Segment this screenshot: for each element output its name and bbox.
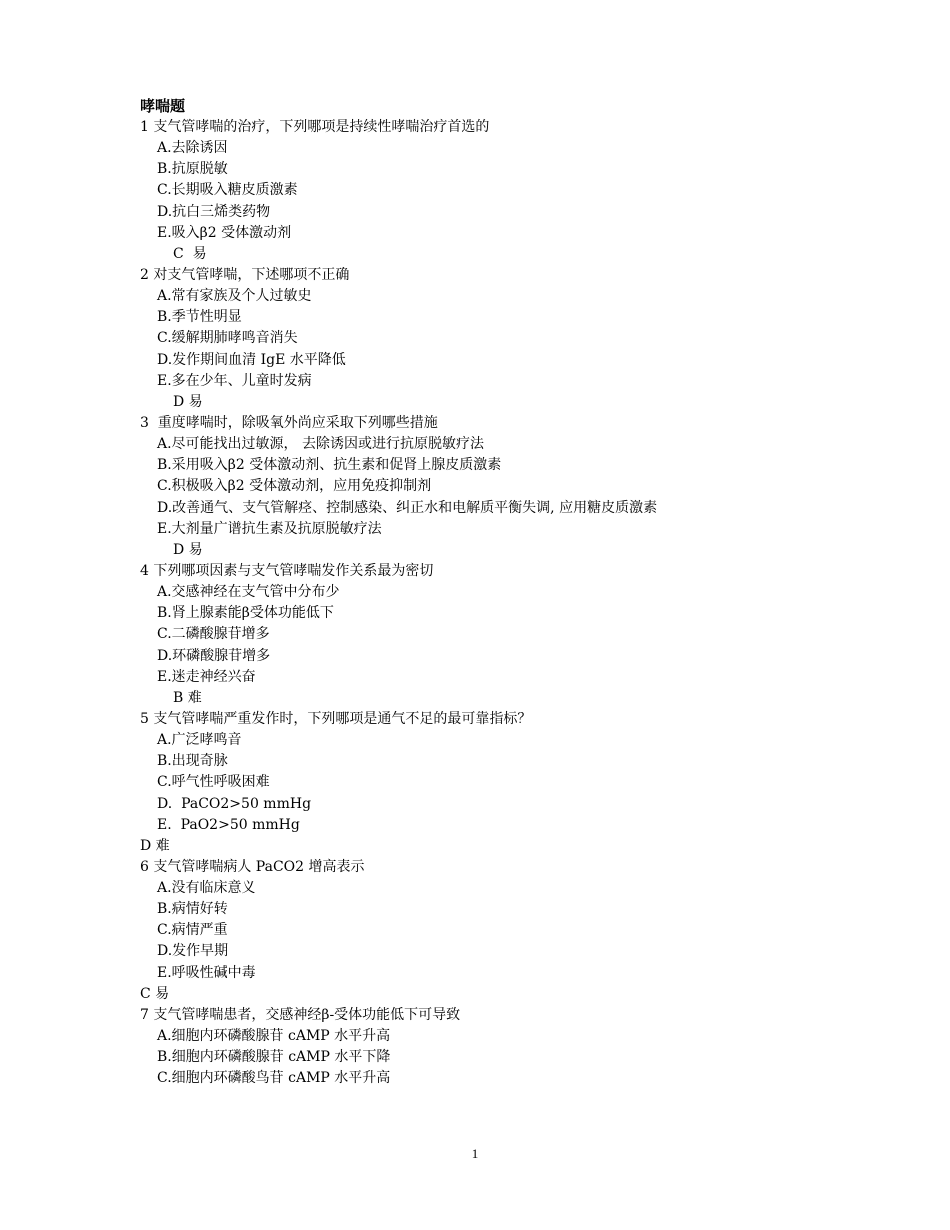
question-text: 3 重度哮喘时，除吸氧外尚应采取下列哪些措施: [140, 414, 438, 431]
answer-key: D 难: [140, 837, 170, 854]
document-title: 哮喘题: [140, 97, 186, 115]
answer-option: D.发作期间血清 IgE 水平降低: [157, 351, 346, 368]
question-list: [140, 117, 820, 1089]
answer-option: B.出现奇脉: [157, 753, 228, 770]
answer-option: D.改善通气、支气管解痉、控制感染、纠正水和电解质平衡失调, 应用糖皮质激素: [157, 499, 658, 516]
answer-option: D.抗白三烯类药物: [157, 203, 271, 220]
question-block: [140, 709, 820, 857]
answer-option: D. PaCO2>50 mmHg: [157, 795, 312, 812]
answer-key: B 难: [173, 689, 202, 706]
answer-option: A.常有家族及个人过敏史: [157, 288, 312, 305]
question-text: 2 对支气管哮喘，下述哪项不正确: [140, 266, 350, 283]
answer-option: D.环磷酸腺苷增多: [157, 647, 271, 664]
answer-option: A.交感神经在支气管中分布少: [157, 584, 340, 601]
question-text: 7 支气管哮喘患者，交感神经β-受体功能低下可导致: [140, 1006, 461, 1023]
question-text: 5 支气管哮喘严重发作时，下列哪项是通气不足的最可靠指标？: [140, 710, 532, 727]
answer-option: B.肾上腺素能β受体功能低下: [157, 605, 334, 622]
answer-option: B.细胞内环磷酸腺苷 cAMP 水平下降: [157, 1049, 391, 1066]
answer-option: E.多在少年、儿童时发病: [157, 372, 312, 389]
answer-option: D.发作早期: [157, 943, 229, 960]
answer-option: C.积极吸入β2 受体激动剂，应用免疫抑制剂: [157, 478, 432, 495]
answer-option: C.缓解期肺哮鸣音消失: [157, 330, 298, 347]
answer-option: E. PaO2>50 mmHg: [157, 816, 300, 833]
question-block: [140, 561, 820, 709]
question-block: [140, 117, 820, 265]
answer-option: C.病情严重: [157, 922, 228, 939]
document-body: [140, 96, 820, 1089]
answer-option: A.尽可能找出过敏源， 去除诱因或进行抗原脱敏疗法: [157, 436, 485, 453]
question-text: 4 下列哪项因素与支气管哮喘发作关系最为密切: [140, 562, 434, 579]
answer-option: A.细胞内环磷酸腺苷 cAMP 水平升高: [157, 1028, 391, 1045]
answer-option: C.呼气性呼吸困难: [157, 774, 270, 791]
answer-option: A.去除诱因: [157, 140, 228, 157]
answer-option: E.呼吸性碱中毒: [157, 964, 256, 981]
answer-option: B.病情好转: [157, 901, 228, 918]
question-text: 6 支气管哮喘病人 PaCO2 增高表示: [140, 858, 365, 875]
answer-key: C 易: [140, 985, 170, 1002]
answer-option: E.大剂量广谱抗生素及抗原脱敏疗法: [157, 520, 382, 537]
answer-key: D 易: [173, 541, 203, 558]
question-block: [140, 265, 820, 413]
answer-option: E.吸入β2 受体激动剂: [157, 224, 292, 241]
page-number: 1: [471, 1146, 479, 1161]
question-block: [140, 1005, 820, 1090]
answer-option: A.广泛哮鸣音: [157, 732, 242, 749]
answer-option: B.抗原脱敏: [157, 161, 228, 178]
answer-option: C.细胞内环磷酸鸟苷 cAMP 水平升高: [157, 1070, 391, 1087]
answer-option: A.没有临床意义: [157, 880, 256, 897]
answer-key: C 易: [173, 245, 207, 262]
answer-key: D 易: [173, 393, 203, 410]
answer-option: B.季节性明显: [157, 309, 242, 326]
question-text: 1 支气管哮喘的治疗，下列哪项是持续性哮喘治疗首选的: [140, 119, 490, 135]
question-block: [140, 413, 820, 561]
answer-option: C.长期吸入糖皮质激素: [157, 182, 298, 199]
question-block: [140, 857, 820, 1005]
answer-option: B.采用吸入β2 受体激动剂、抗生素和促肾上腺皮质激素: [157, 457, 502, 474]
answer-option: C.二磷酸腺苷增多: [157, 626, 270, 643]
answer-option: E.迷走神经兴奋: [157, 668, 256, 685]
